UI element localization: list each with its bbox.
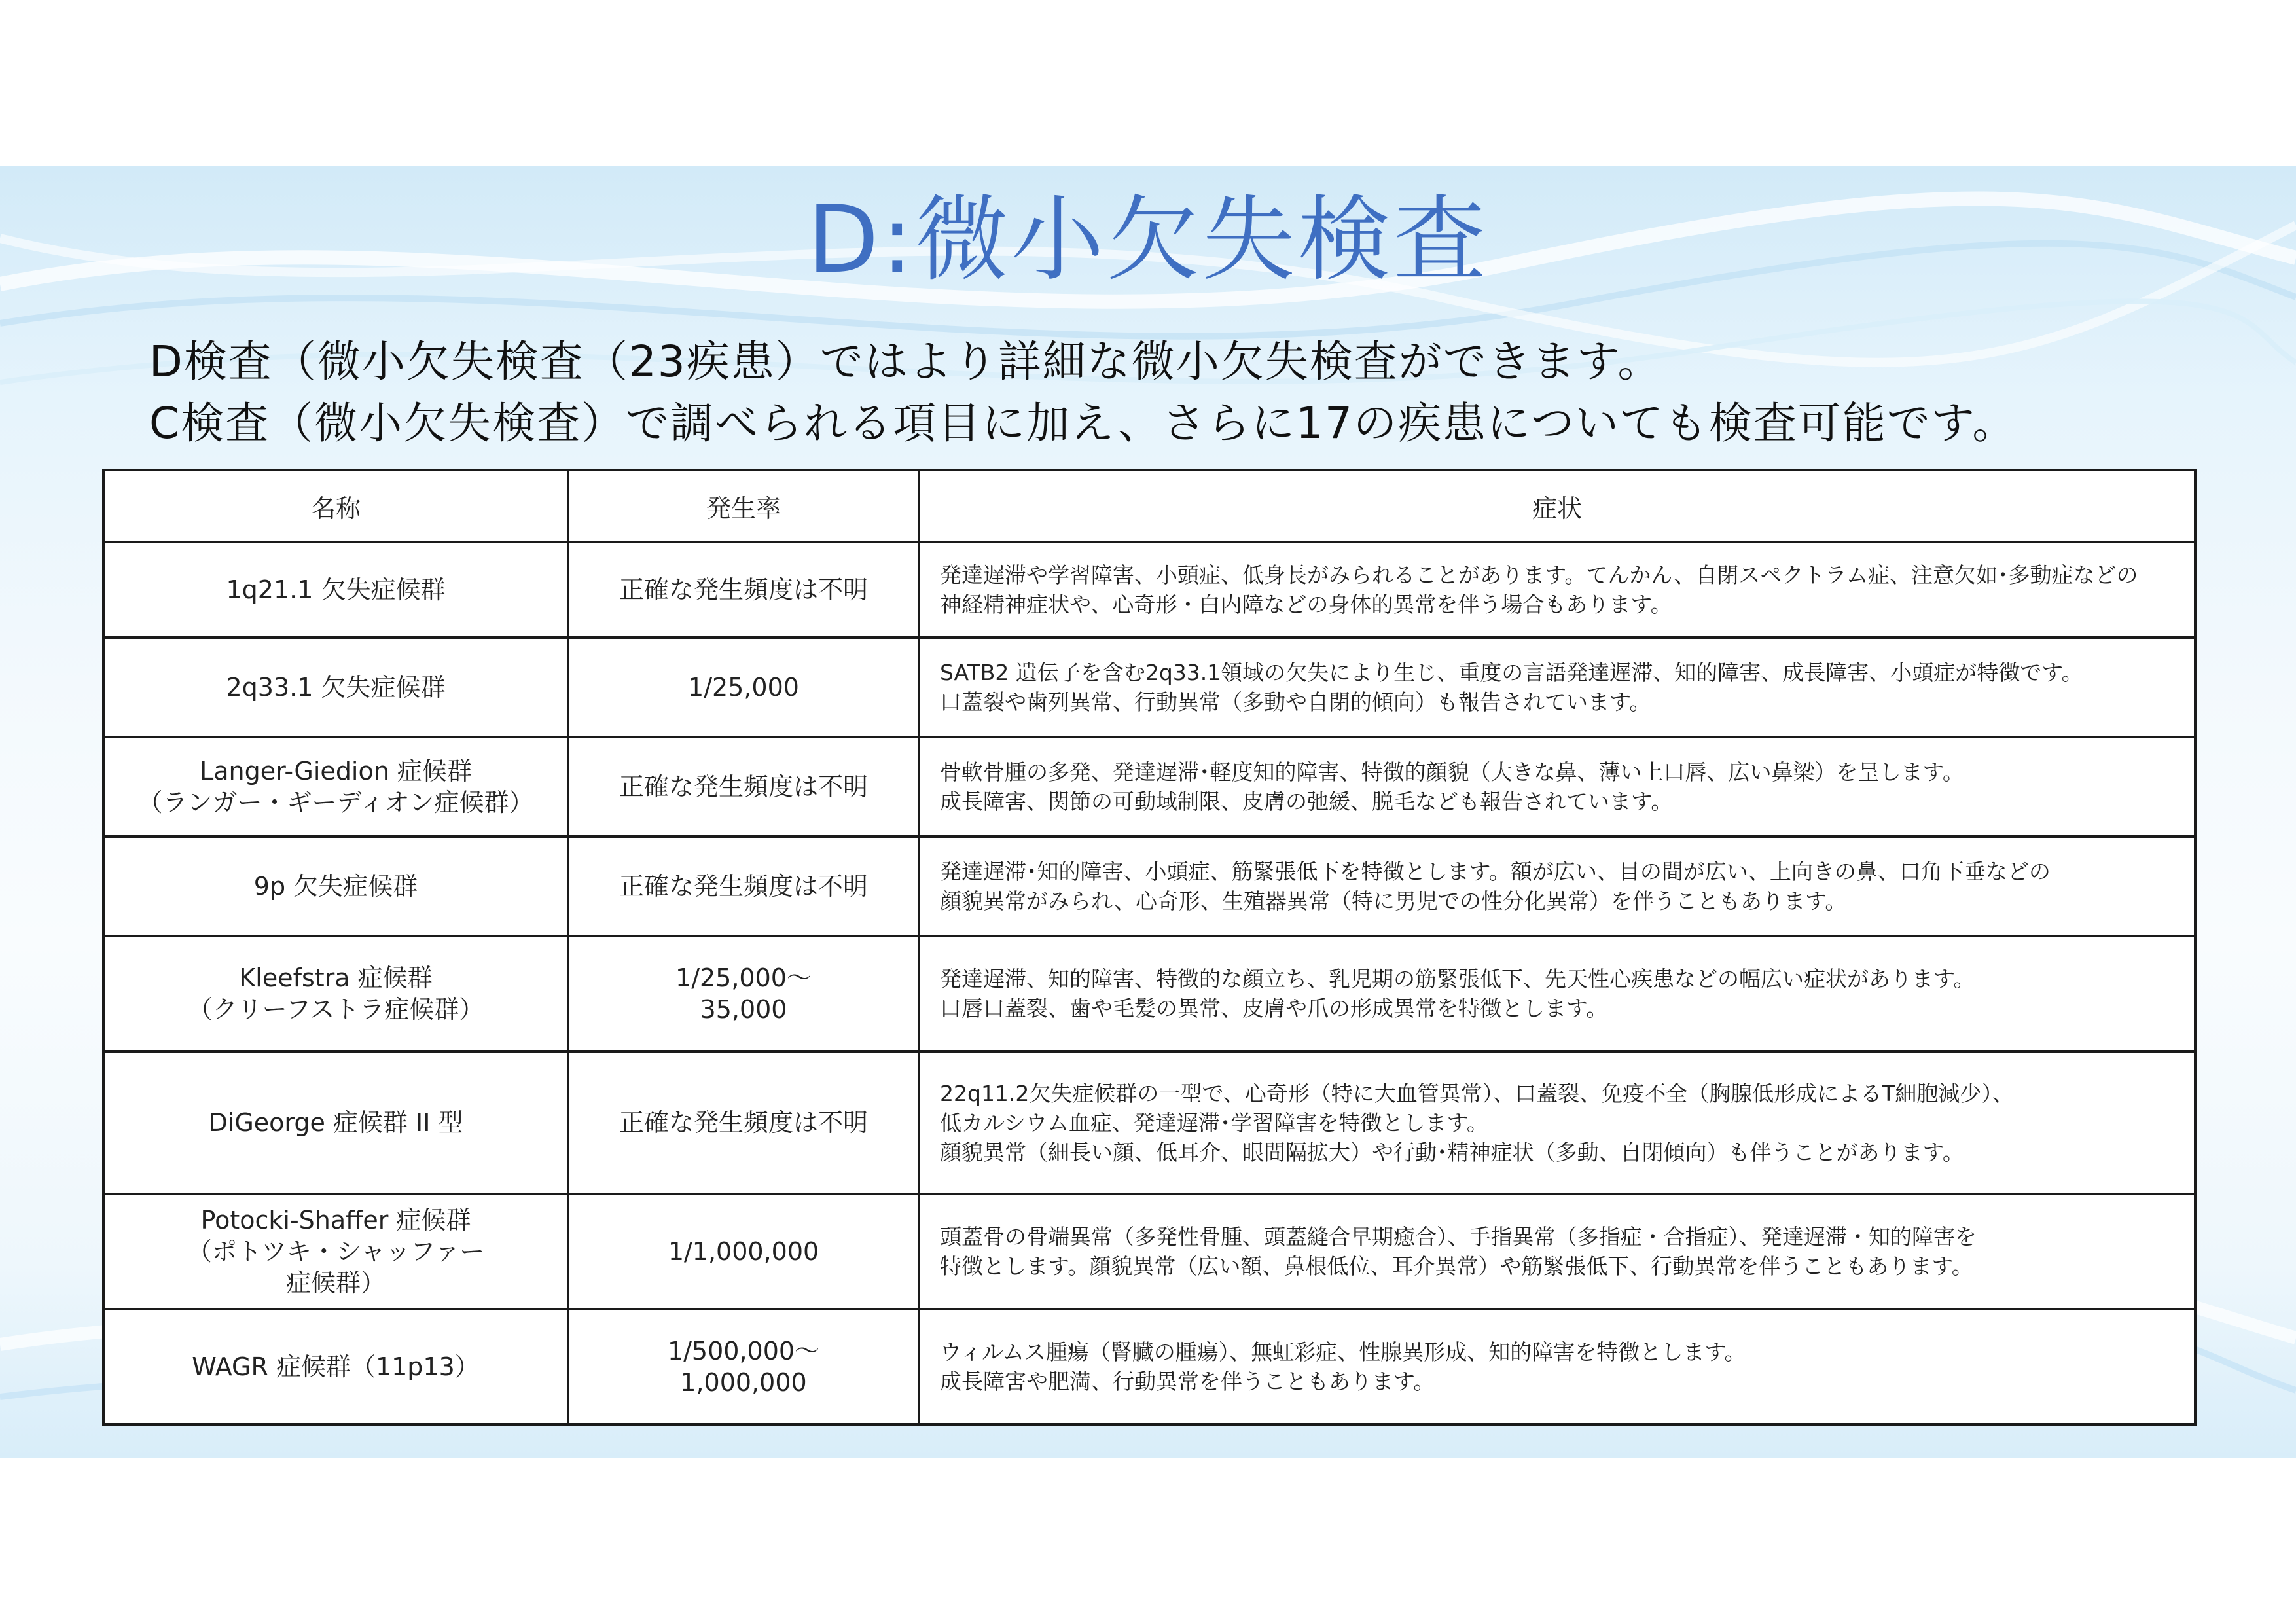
- cell-text-line: 9p 欠失症候群: [253, 872, 418, 901]
- incidence-cell: [568, 638, 919, 737]
- cell-text-line: WAGR 症候群（11p13）: [192, 1352, 480, 1381]
- cell-text-line: 1/500,000～: [667, 1337, 820, 1365]
- cell-text-line: 正確な発生頻度は不明: [619, 772, 868, 801]
- header-symptoms: 症状: [919, 470, 2195, 542]
- disease-name-cell: [103, 1051, 568, 1194]
- cell-text-line: 22q11.2欠失症候群の一型で、心奇形（特に大血管異常）、口蓋裂、免疫不全（胸腺低形成によるT細胞減少）、: [940, 1080, 2014, 1106]
- cell-text-line: Langer-Giedion 症候群: [200, 757, 472, 785]
- cell-text-line: ウィルムス腫瘍（腎臓の腫瘍）、無虹彩症、性腺異形成、知的障害を特徴とします。: [940, 1339, 1746, 1365]
- table-header-row: [103, 470, 2195, 542]
- table-row: [103, 1051, 2195, 1194]
- cell-text-line: （ポトツキ・シャッファー: [187, 1237, 485, 1266]
- cell-text-line: （クリーフストラ症候群）: [187, 995, 484, 1024]
- intro-line-2: C検査（微小欠失検査）で調べられる項目に加え、さらに17の疾患についても検査可能です。: [149, 398, 2017, 448]
- symptoms-cell: [919, 1051, 2195, 1194]
- incidence-cell: [568, 1051, 919, 1194]
- disease-name-cell: [103, 936, 568, 1051]
- disease-name-cell: [103, 542, 568, 638]
- cell-text-line: 低カルシウム血症、発達遅滞･学習障害を特徴とします。: [940, 1110, 1488, 1136]
- table-row: [103, 542, 2195, 638]
- cell-text-line: 正確な発生頻度は不明: [619, 575, 868, 604]
- cell-text-line: 35,000: [700, 995, 787, 1024]
- incidence-cell: [568, 837, 919, 936]
- symptoms-cell: [919, 542, 2195, 638]
- cell-text-line: Kleefstra 症候群: [239, 964, 433, 992]
- cell-text-line: 骨軟骨腫の多発、発達遅滞･軽度知的障害、特徴的顔貌（大きな鼻、薄い上口唇、広い鼻梁）を呈します。: [940, 759, 1964, 785]
- cell-text-line: 1q21.1 欠失症候群: [226, 575, 446, 604]
- header-name: 名称: [103, 470, 568, 542]
- table-row: [103, 1194, 2195, 1309]
- incidence-cell: [568, 936, 919, 1051]
- cell-text-line: 神経精神症状や、心奇形・白内障などの身体的異常を伴う場合もあります。: [940, 592, 1672, 617]
- cell-text-line: 発達遅滞･知的障害、小頭症、筋緊張低下を特徴とします。額が広い、目の間が広い、上向きの鼻、口角下垂などの: [940, 859, 2051, 884]
- cell-text-line: 1/25,000～: [675, 964, 812, 992]
- cell-text-line: 症候群）: [285, 1269, 386, 1297]
- disease-name-cell: [103, 1194, 568, 1309]
- disease-name-cell: [103, 1309, 568, 1424]
- cell-text-line: 1/25,000: [688, 673, 799, 702]
- table-row: [103, 737, 2195, 837]
- disease-table: [102, 469, 2197, 1426]
- symptoms-cell: [919, 1309, 2195, 1424]
- intro-text: [149, 331, 2178, 454]
- disease-name-cell: [103, 737, 568, 837]
- cell-text-line: 成長障害や肥満、行動異常を伴うこともあります。: [940, 1369, 1435, 1394]
- symptoms-cell: [919, 837, 2195, 936]
- cell-text-line: Potocki-Shaffer 症候群: [200, 1206, 471, 1235]
- disease-name-cell: [103, 638, 568, 737]
- cell-text-line: DiGeorge 症候群 II 型: [208, 1108, 463, 1137]
- intro-line-1: D検査（微小欠失検査（23疾患）ではより詳細な微小欠失検査ができます。: [149, 336, 1662, 387]
- header-rate: 発生率: [568, 470, 919, 542]
- cell-text-line: SATB2 遺伝子を含む2q33.1領域の欠失により生じ、重度の言語発達遅滞、知的障害、成長障害、小頭症が特徴です。: [940, 660, 2083, 685]
- symptoms-cell: [919, 1194, 2195, 1309]
- cell-text-line: 発達遅滞、知的障害、特徴的な顔立ち、乳児期の筋緊張低下、先天性心疾患などの幅広い症状があります。: [940, 966, 1975, 992]
- symptoms-cell: [919, 936, 2195, 1051]
- disease-name-cell: [103, 837, 568, 936]
- table-row: [103, 1309, 2195, 1424]
- table-row: [103, 936, 2195, 1051]
- incidence-cell: [568, 737, 919, 837]
- cell-text-line: （ランガー・ギーディオン症候群）: [137, 788, 534, 817]
- cell-text-line: 1/1,000,000: [668, 1237, 819, 1266]
- table-row: [103, 638, 2195, 737]
- cell-text-line: 頭蓋骨の骨端異常（多発性骨腫、頭蓋縫合早期癒合）、手指異常（多指症・合指症）、発達遅滞・知的障害を: [940, 1224, 1977, 1250]
- cell-text-line: 1,000,000: [680, 1368, 807, 1397]
- incidence-cell: [568, 542, 919, 638]
- table-row: [103, 837, 2195, 936]
- cell-text-line: 口唇口蓋裂、歯や毛髪の異常、皮膚や爪の形成異常を特徴とします。: [940, 996, 1608, 1021]
- symptoms-cell: [919, 638, 2195, 737]
- cell-text-line: 口蓋裂や歯列異常、行動異常（多動や自閉的傾向）も報告されています。: [940, 689, 1651, 715]
- cell-text-line: 顔貌異常（細長い顔、低耳介、眼間隔拡大）や行動･精神症状（多動、自閉傾向）も伴うことがあります。: [940, 1139, 1964, 1165]
- cell-text-line: 特徴とします。顔貌異常（広い額、鼻根低位、耳介異常）や筋緊張低下、行動異常を伴うこともあります。: [940, 1254, 1973, 1279]
- cell-text-line: 成長障害、関節の可動域制限、皮膚の弛緩、脱毛なども報告されています。: [940, 789, 1673, 814]
- cell-text-line: 発達遅滞や学習障害、小頭症、低身長がみられることがあります。てんかん、自閉スペクトラム症、注意欠如･多動症などの: [940, 562, 2138, 588]
- cell-text-line: 正確な発生頻度は不明: [619, 872, 868, 901]
- incidence-cell: [568, 1194, 919, 1309]
- cell-text-line: 2q33.1 欠失症候群: [226, 673, 446, 702]
- incidence-cell: [568, 1309, 919, 1424]
- symptoms-cell: [919, 737, 2195, 837]
- cell-text-line: 顔貌異常がみられ、心奇形、生殖器異常（特に男児での性分化異常）を伴うこともあります。: [940, 888, 1847, 914]
- page-title: D:微小欠失検査: [807, 186, 1489, 294]
- cell-text-line: 正確な発生頻度は不明: [619, 1108, 868, 1137]
